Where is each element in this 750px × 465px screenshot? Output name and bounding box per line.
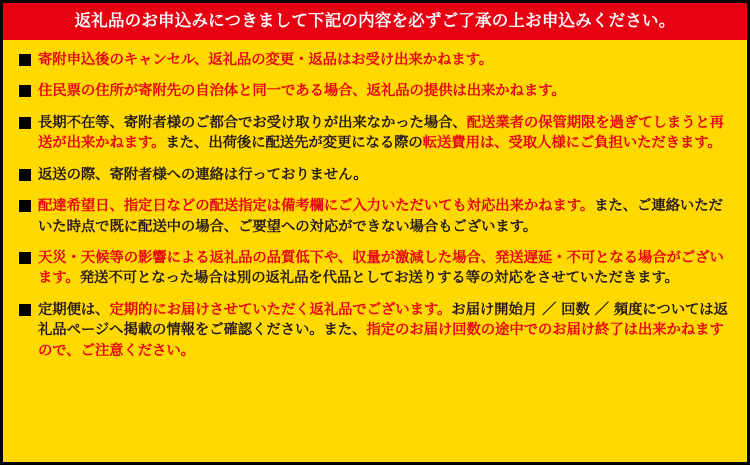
notice-text-plain: また、ご連絡いただいた時点で既に配送中の場合、ご要望への対応ができない場合もございます。 <box>38 198 723 235</box>
notice-text-highlight: 天災・天候等の影響による返礼品の品質低下や、収量が激減した場合、発送遅延・不可となる場合がございます。 <box>38 249 724 287</box>
notice-item-text <box>38 113 731 154</box>
notice-item-text <box>38 81 566 101</box>
notice-text-highlight: 指定のお届け回数の途中でのお届け終了は出来かねますので、ご注意ください。 <box>38 322 724 359</box>
notice-item-text <box>38 196 731 237</box>
bullet-square-icon <box>19 304 31 316</box>
notice-item <box>19 165 731 185</box>
notice-item <box>19 113 731 154</box>
notice-text-highlight: 住民票の住所が寄附先の自治体と同一である場合、返礼品の提供は出来かねます。 <box>38 83 566 100</box>
notice-item <box>19 50 731 70</box>
notice-text-plain: 長期不在等、寄附者様のご都合でお受け取りが出来なかった場合、 <box>38 114 467 131</box>
notice-text-highlight: 転送費用は、受取人様にご負担いただきます。 <box>422 135 722 152</box>
notice-header-banner <box>3 3 747 40</box>
notice-text-highlight: 寄附申込後のキャンセル、返礼品の変更・返品はお受け出来かねます。 <box>38 51 493 68</box>
notice-item-text <box>38 300 731 361</box>
notice-text-plain: お届け開始月 ／ 回数 ／ 頻度については返礼品ページへ掲載の情報をご確認ください。また、 <box>38 301 728 339</box>
notice-text-plain: また、出荷後に配送先が変更になる際の <box>165 135 423 152</box>
notice-item <box>19 81 731 101</box>
bullet-square-icon <box>19 169 31 181</box>
notice-text-highlight: 配達希望日、指定日などの配送指定は備考欄にご入力いただいても対応出来かねます。 <box>38 198 595 215</box>
bullet-square-icon <box>19 252 31 264</box>
notice-header-title: 返礼品のお申込みにつきまして下記の内容を必ずご了承の上お申込みください。 <box>74 11 676 30</box>
notice-text-plain: 発送不可となった場合は別の返礼品を代品としてお送りする等の対応をさせていただきます。 <box>79 270 679 287</box>
notice-text-plain: 定期便は、 <box>38 301 110 318</box>
notice-item <box>19 300 731 361</box>
notice-item-text <box>38 50 493 70</box>
bullet-square-icon <box>19 200 31 212</box>
notice-text-highlight: 定期的にお届けさせていただく返礼品でございます。 <box>109 301 452 318</box>
notice-list <box>3 40 747 462</box>
bullet-square-icon <box>19 54 31 66</box>
notice-item <box>19 248 731 289</box>
notice-item <box>19 196 731 237</box>
bullet-square-icon <box>19 117 31 129</box>
notice-text-highlight: 配送業者の保管期限を過ぎてしまうと再送が出来かねます。 <box>38 114 724 152</box>
notice-item-text <box>38 248 731 289</box>
notice-text-plain: 返送の際、寄附者様への連絡は行っておりません。 <box>38 166 368 183</box>
bullet-square-icon <box>19 85 31 97</box>
notice-item-text <box>38 165 368 185</box>
